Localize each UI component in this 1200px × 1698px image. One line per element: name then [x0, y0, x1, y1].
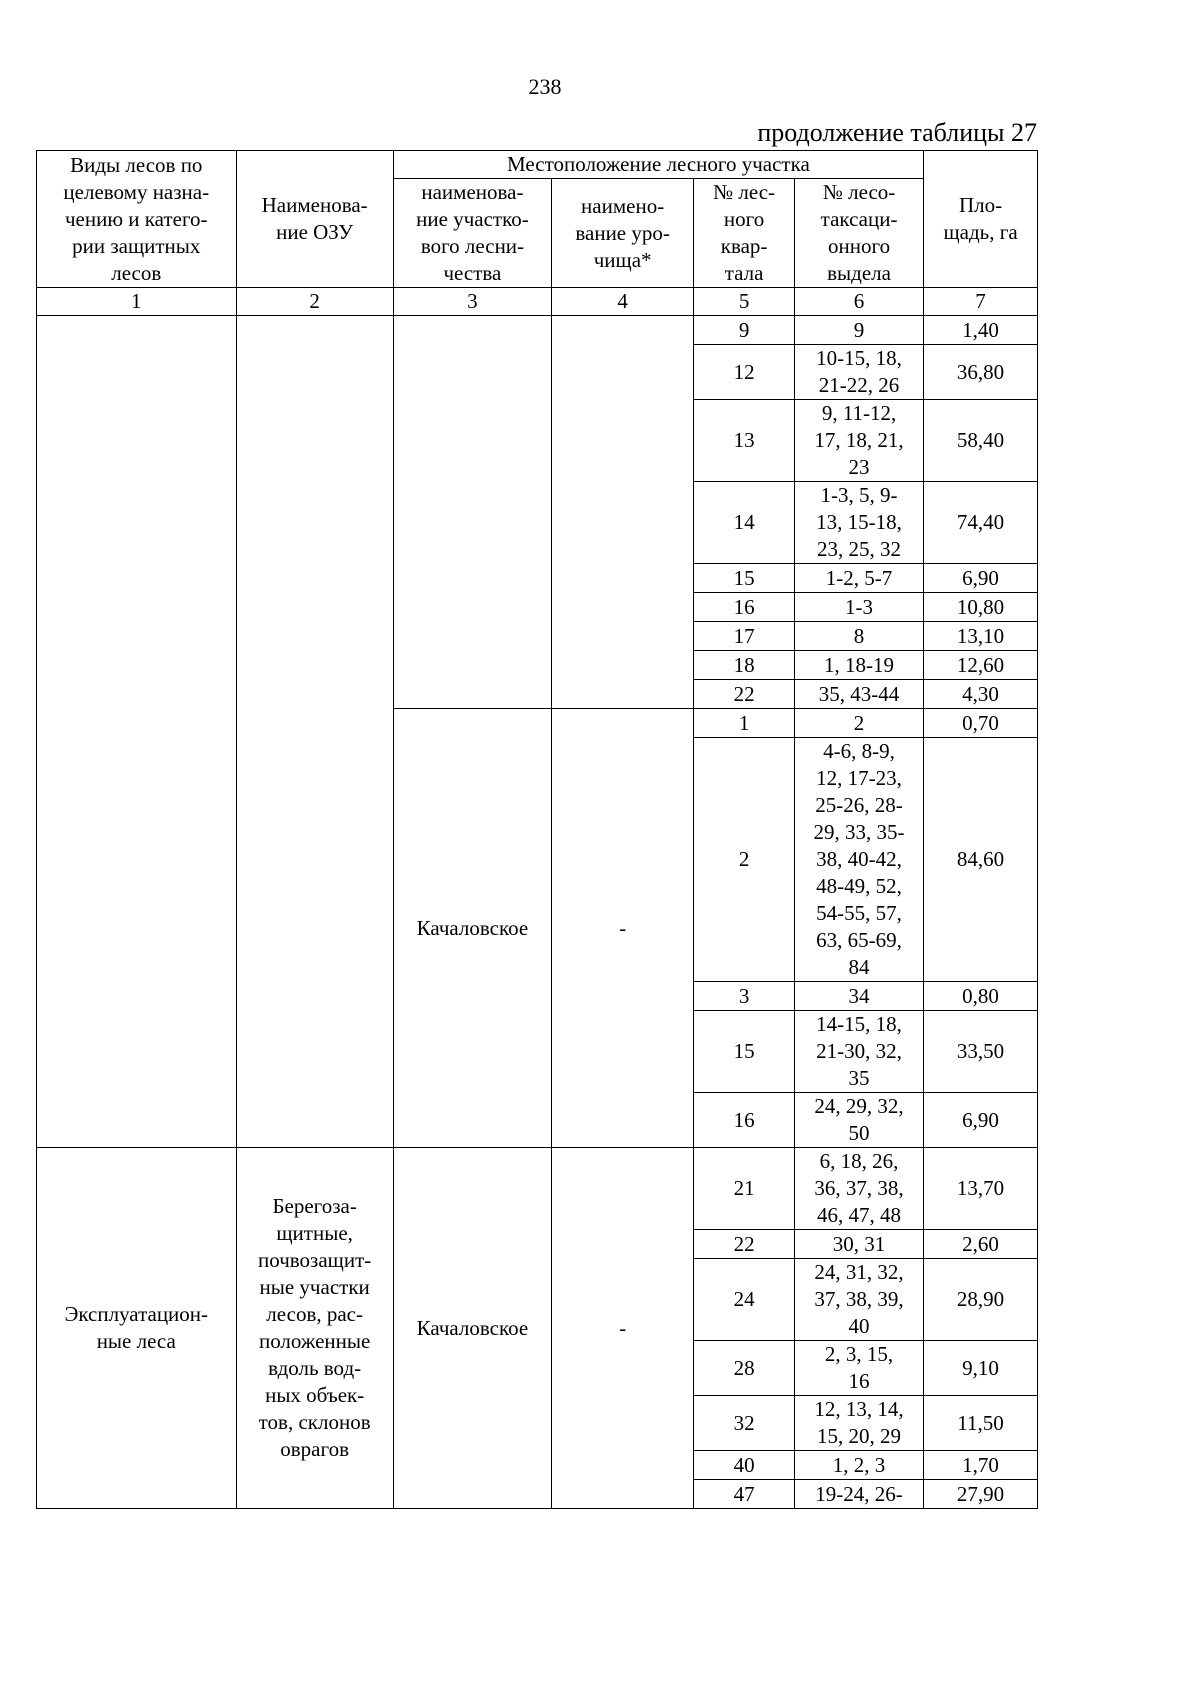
quarter-cell: 21	[694, 1148, 795, 1230]
area-cell: 6,90	[924, 1093, 1038, 1148]
quarter-cell: 32	[694, 1396, 795, 1451]
quarter-cell: 28	[694, 1341, 795, 1396]
allotment-cell: 2	[795, 709, 924, 738]
area-cell: 2,60	[924, 1230, 1038, 1259]
area-cell: 0,70	[924, 709, 1038, 738]
quarter-cell: 14	[694, 482, 795, 564]
allotment-cell: 1-3, 5, 9- 13, 15-18, 23, 25, 32	[795, 482, 924, 564]
area-cell: 58,40	[924, 400, 1038, 482]
quarter-cell: 13	[694, 400, 795, 482]
header-quarter-number: № лес- ного квар- тала	[694, 179, 795, 288]
tract-cell: -	[552, 709, 694, 1148]
column-number: 4	[552, 288, 694, 316]
quarter-cell: 2	[694, 738, 795, 982]
header-location-group: Местоположение лесного участка	[393, 151, 923, 179]
quarter-cell: 15	[694, 1011, 795, 1093]
ozu-cell	[236, 316, 393, 1148]
district-cell: Качаловское	[393, 1148, 551, 1509]
quarter-cell: 17	[694, 622, 795, 651]
area-cell: 0,80	[924, 982, 1038, 1011]
header-ozu-name: Наименова- ние ОЗУ	[236, 151, 393, 288]
column-number: 2	[236, 288, 393, 316]
allotment-cell: 4-6, 8-9, 12, 17-23, 25-26, 28- 29, 33, 35- 38, 40-42, 48-49, 52, 54-55, 57, 63, 65-69, 84	[795, 738, 924, 982]
allotment-cell: 19-24, 26-	[795, 1480, 924, 1509]
quarter-cell: 18	[694, 651, 795, 680]
allotment-cell: 1-2, 5-7	[795, 564, 924, 593]
quarter-cell: 40	[694, 1451, 795, 1480]
area-cell: 4,30	[924, 680, 1038, 709]
table-body	[37, 316, 1038, 1509]
allotment-cell: 6, 18, 26, 36, 37, 38, 46, 47, 48	[795, 1148, 924, 1230]
forest-type-cell	[37, 316, 237, 1148]
header-area: Пло- щадь, га	[924, 151, 1038, 288]
table-header	[37, 151, 1038, 316]
allotment-cell: 1, 2, 3	[795, 1451, 924, 1480]
header-tract-name: наимено- вание уро- чища*	[552, 179, 694, 288]
table-row	[37, 1148, 1038, 1230]
allotment-cell: 2, 3, 15, 16	[795, 1341, 924, 1396]
column-number: 1	[37, 288, 237, 316]
area-cell: 74,40	[924, 482, 1038, 564]
quarter-cell: 1	[694, 709, 795, 738]
column-number: 6	[795, 288, 924, 316]
allotment-cell: 34	[795, 982, 924, 1011]
table-row	[37, 316, 1038, 345]
allotment-cell: 12, 13, 14, 15, 20, 29	[795, 1396, 924, 1451]
area-cell: 6,90	[924, 564, 1038, 593]
column-number: 5	[694, 288, 795, 316]
forest-table	[36, 150, 1038, 1509]
area-cell: 11,50	[924, 1396, 1038, 1451]
ozu-cell: Берегоза- щитные, почвозащит- ные участки лесов, рас- положенные вдоль вод- ных объек- тов, склонов оврагов	[236, 1148, 393, 1509]
header-district-name: наименова- ние участко- вого лесни- чества	[393, 179, 551, 288]
quarter-cell: 16	[694, 1093, 795, 1148]
area-cell: 36,80	[924, 345, 1038, 400]
header-allotment-number: № лесо- таксаци- онного выдела	[795, 179, 924, 288]
area-cell: 1,70	[924, 1451, 1038, 1480]
area-cell: 84,60	[924, 738, 1038, 982]
allotment-cell: 30, 31	[795, 1230, 924, 1259]
table-continuation-caption: продолжение таблицы 27	[757, 118, 1037, 147]
district-cell: Качаловское	[393, 709, 551, 1148]
forest-type-cell: Эксплуатацион- ные леса	[37, 1148, 237, 1509]
header-forest-type: Виды лесов по целевому назна- чению и катего- рии защитных лесов	[37, 151, 237, 288]
tract-cell	[552, 316, 694, 709]
area-cell: 27,90	[924, 1480, 1038, 1509]
allotment-cell: 14-15, 18, 21-30, 32, 35	[795, 1011, 924, 1093]
allotment-cell: 35, 43-44	[795, 680, 924, 709]
quarter-cell: 15	[694, 564, 795, 593]
area-cell: 13,70	[924, 1148, 1038, 1230]
quarter-cell: 9	[694, 316, 795, 345]
allotment-cell: 24, 29, 32, 50	[795, 1093, 924, 1148]
area-cell: 12,60	[924, 651, 1038, 680]
page-number: 238	[528, 74, 562, 99]
quarter-cell: 3	[694, 982, 795, 1011]
quarter-cell: 47	[694, 1480, 795, 1509]
tract-cell: -	[552, 1148, 694, 1509]
quarter-cell: 24	[694, 1259, 795, 1341]
district-cell	[393, 316, 551, 709]
allotment-cell: 1, 18-19	[795, 651, 924, 680]
allotment-cell: 1-3	[795, 593, 924, 622]
quarter-cell: 22	[694, 680, 795, 709]
column-number: 7	[924, 288, 1038, 316]
allotment-cell: 10-15, 18, 21-22, 26	[795, 345, 924, 400]
area-cell: 28,90	[924, 1259, 1038, 1341]
quarter-cell: 16	[694, 593, 795, 622]
area-cell: 33,50	[924, 1011, 1038, 1093]
quarter-cell: 12	[694, 345, 795, 400]
area-cell: 13,10	[924, 622, 1038, 651]
allotment-cell: 24, 31, 32, 37, 38, 39, 40	[795, 1259, 924, 1341]
allotment-cell: 9, 11-12, 17, 18, 21, 23	[795, 400, 924, 482]
column-number: 3	[393, 288, 551, 316]
allotment-cell: 9	[795, 316, 924, 345]
area-cell: 10,80	[924, 593, 1038, 622]
column-number-row	[37, 288, 1038, 316]
area-cell: 9,10	[924, 1341, 1038, 1396]
allotment-cell: 8	[795, 622, 924, 651]
area-cell: 1,40	[924, 316, 1038, 345]
quarter-cell: 22	[694, 1230, 795, 1259]
